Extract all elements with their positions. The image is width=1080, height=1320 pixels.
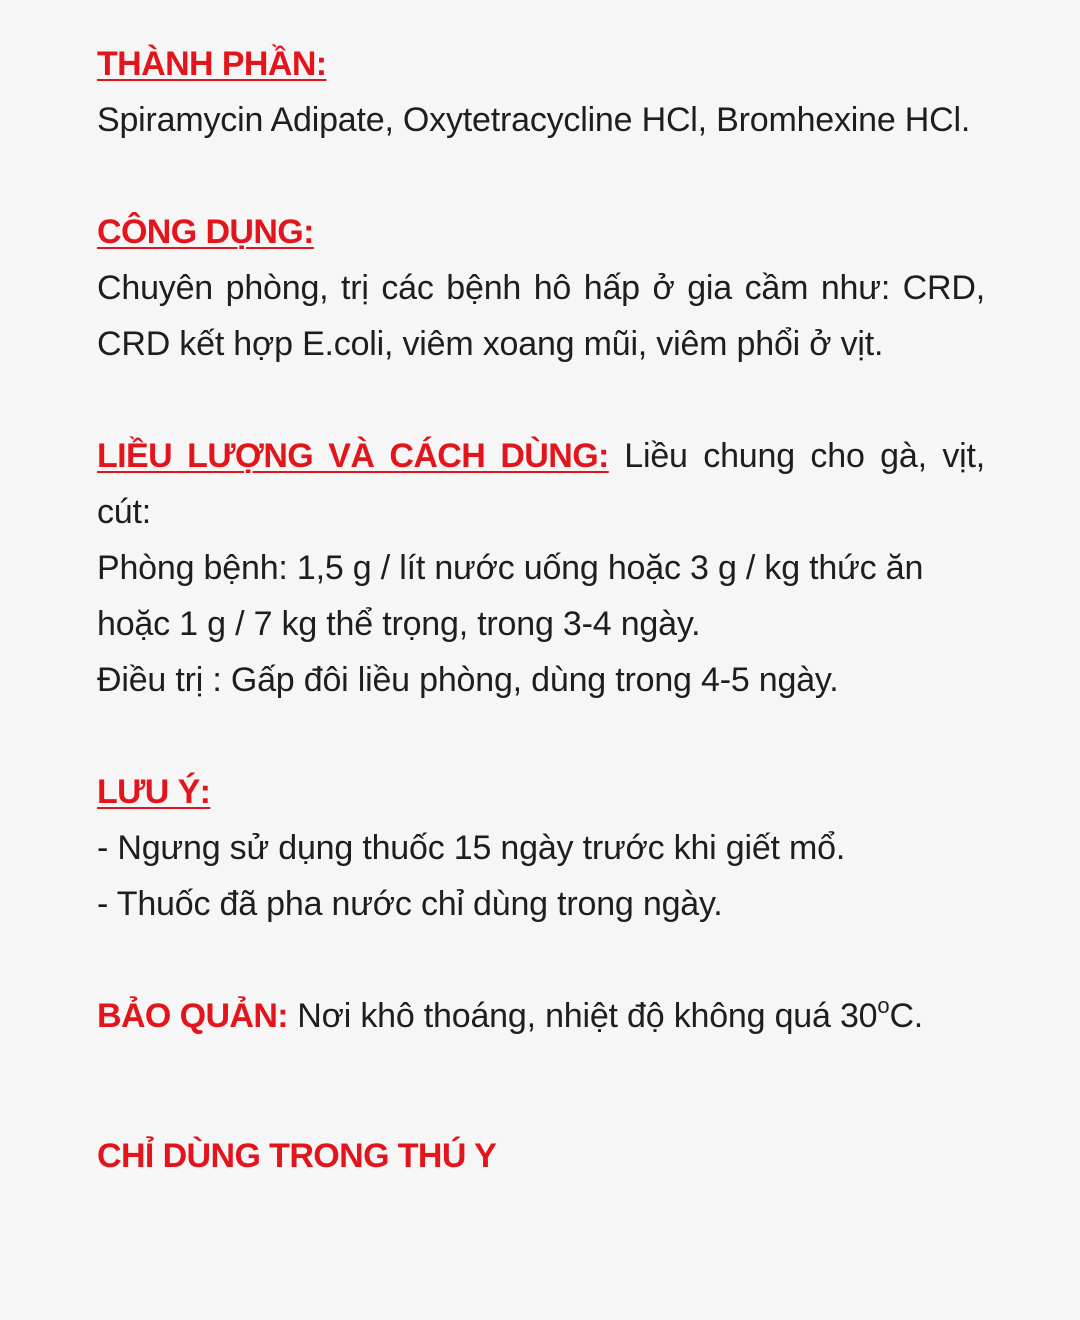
storage-text: Nơi khô thoáng, nhiệt độ không quá 30 — [288, 997, 878, 1035]
notes-section — [97, 764, 985, 820]
veterinary-use-only — [97, 1128, 985, 1184]
spacer — [97, 372, 985, 428]
storage-section — [97, 988, 985, 1044]
ingredients-text: Spiramycin Adipate, Oxytetracycline HCl, Bromhexine HCl. — [97, 101, 971, 139]
dosage-section — [97, 428, 985, 540]
prevention-line-1: Phòng bệnh: 1,5 g / lít nước uống hoặc 3 g / kg thức ăn — [97, 549, 924, 587]
veterinary-use-text: CHỈ DÙNG TRONG THÚ Y — [97, 1137, 497, 1175]
storage-heading: BẢO QUẢN: — [97, 997, 289, 1035]
dosage-intro: Liều chung cho gà, vịt, cút: — [97, 437, 985, 531]
storage-unit: C. — [889, 997, 924, 1035]
spacer — [97, 148, 985, 204]
notes-heading: LƯU Ý: — [97, 773, 211, 811]
spacer — [97, 1044, 985, 1128]
treatment-line: Điều trị : Gấp đôi liều phòng, dùng trong 4-5 ngày. — [97, 661, 839, 699]
ingredients-section — [97, 36, 985, 92]
note-item-1: - Ngưng sử dụng thuốc 15 ngày trước khi giết mổ. — [97, 829, 846, 867]
spacer — [97, 932, 985, 988]
uses-section — [97, 204, 985, 260]
uses-text: Chuyên phòng, trị các bệnh hô hấp ở gia cầm như: CRD, CRD kết hợp E.coli, viêm xoang mũi, viêm phổi ở vịt. — [97, 269, 985, 363]
degree-symbol: o — [877, 993, 890, 1018]
product-info-document — [97, 36, 985, 1184]
note-item-2: - Thuốc đã pha nước chỉ dùng trong ngày. — [97, 885, 723, 923]
ingredients-heading: THÀNH PHẦN: — [97, 45, 327, 83]
prevention-line-2: hoặc 1 g / 7 kg thể trọng, trong 3-4 ngày. — [97, 605, 701, 643]
dosage-heading: LIỀU LƯỢNG VÀ CÁCH DÙNG: — [97, 437, 609, 475]
uses-heading: CÔNG DỤNG: — [97, 213, 314, 251]
spacer — [97, 708, 985, 764]
